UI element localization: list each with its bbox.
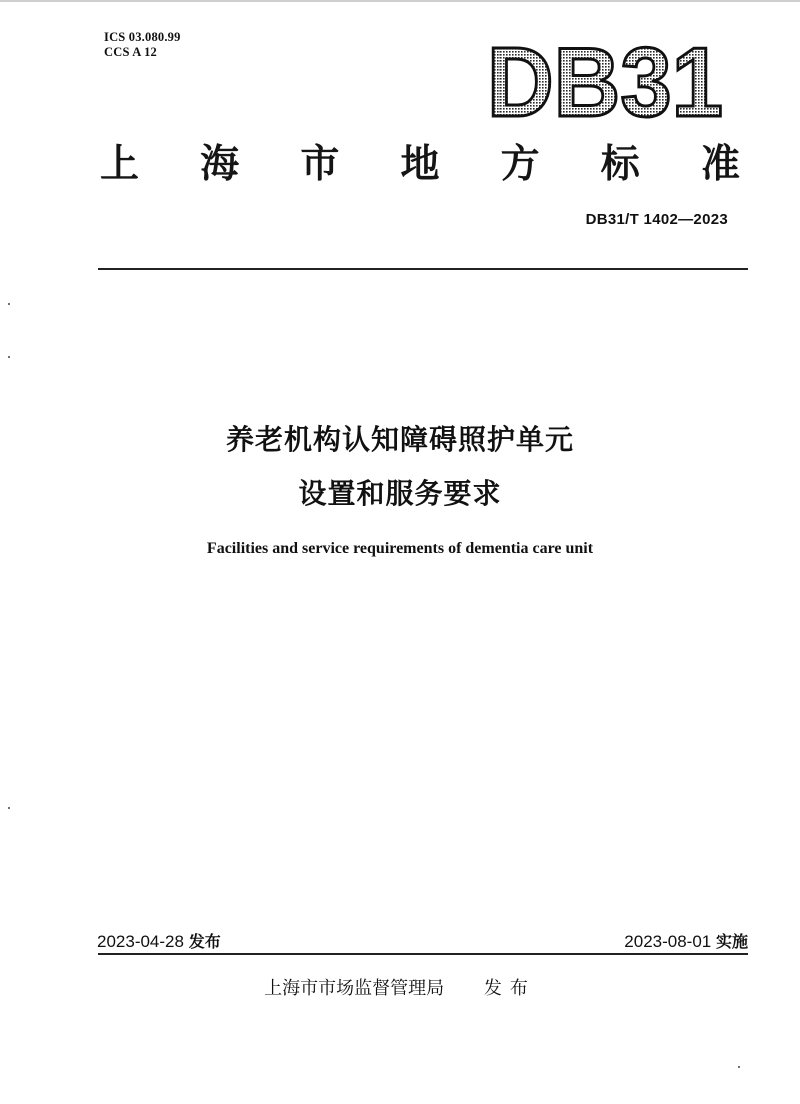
issuer-char: 地 [400,142,440,187]
header-divider [98,268,748,270]
publisher-line [0,974,800,1000]
publisher-name: 上海市市场监督管理局 [264,978,445,999]
implement-label: 实施 [715,932,748,951]
implement-date: 2023-08-01 [624,932,712,951]
title-cn-line1: 养老机构认知障碍照护单元 [225,423,574,456]
scan-speck [8,807,10,809]
scan-speck [8,356,10,358]
svg-text:DB31: DB31 [487,36,723,122]
issuer-char: 方 [500,142,540,187]
issuer-title [100,140,740,190]
db31-logo [485,36,725,122]
footer-divider [98,953,748,955]
scan-speck [738,1066,740,1068]
release-date: 2023-04-28 [97,932,184,951]
issuer-char: 准 [700,142,740,187]
title-cn-line2: 设置和服务要求 [298,477,502,510]
publisher-action: 发布 [483,978,536,999]
standard-number: DB31/T 1402—2023 [585,211,728,228]
issuer-char: 标 [600,142,640,187]
issuer-char: 海 [200,142,240,187]
implement-date-block [624,929,748,952]
scan-top-edge [0,0,800,2]
scan-speck [8,303,10,305]
date-row [97,929,748,952]
issuer-char: 市 [300,142,340,187]
title-en: Facilities and service requirements of dementia care unit [206,540,594,557]
release-date-block [97,929,221,952]
classification-codes [104,30,181,60]
release-label: 发布 [188,932,221,951]
ics-code: ICS 03.080.99 [104,30,181,44]
ccs-code: CCS A 12 [104,45,158,59]
issuer-char: 上 [100,142,140,187]
